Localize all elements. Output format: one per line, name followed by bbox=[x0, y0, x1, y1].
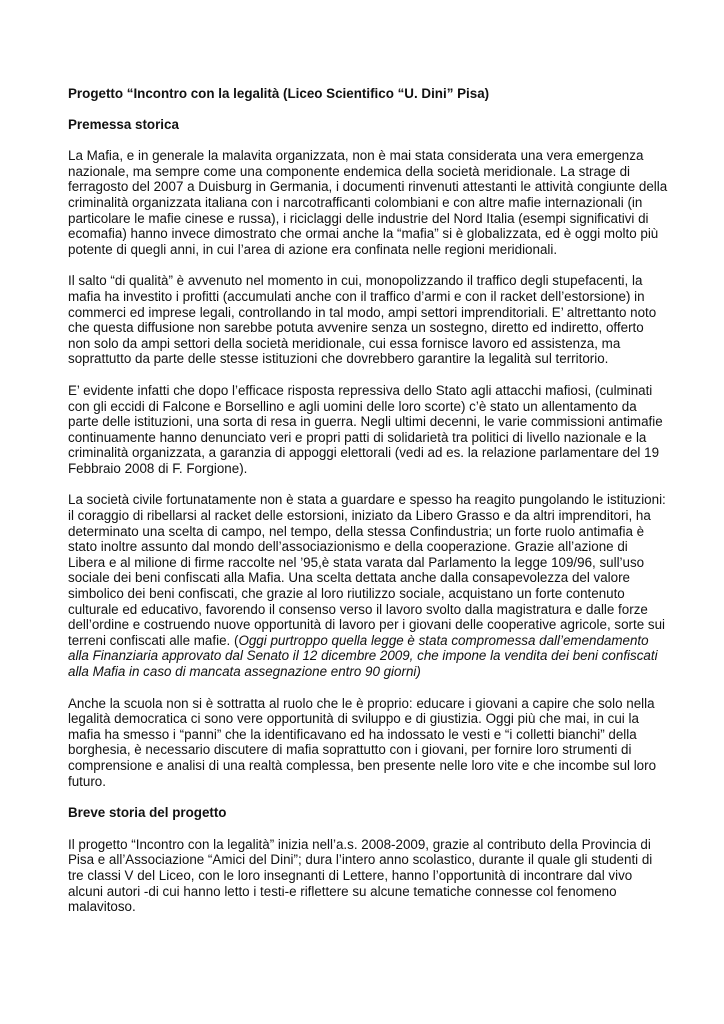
paragraph-6: Il progetto “Incontro con la legalità” inizia nell’a.s. 2008-2009, grazie al contributo della Provincia di Pisa e all’Associazione “Amici del Dini”; dura l’intero anno scolastico, durante il quale gli studenti di tre classi V del Liceo, con le loro insegnanti di Lettere, hanno l’opportunità di incontrare dal vivo alcuni autori -di cui hanno letto i testi-e riflettere su alcune tematiche connesse col fenomeno malavitoso. bbox=[68, 836, 653, 915]
paragraph-4 bbox=[68, 492, 668, 679]
paragraph-3: E’ evidente infatti che dopo l’efficace risposta repressiva dello Stato agli attacchi mafiosi, (culminati con gli eccidi di Falcone e Borsellino e agli uomini delle loro scorte) c’è stato un allentamento da parte delle istituzioni, una sorta di resa in guerra. Negli ultimi decenni, le varie commissioni antimafie continuamente hanno denunciato veri e propri patti di solidarietà tra politici di livello nazionale e la criminalità organizzata, a garanzia di appoggi elettorali (vedi ad es. la relazione parlamentare del 19 Febbraio 2008 di F. Forgione). bbox=[68, 382, 663, 476]
paragraph-2: Il salto “di qualità” è avvenuto nel momento in cui, monopolizzando il traffico degli stupefacenti, la mafia ha investito i profitti (accumulati anche con il traffico d’armi e con il racket dell’estorsione) in commerci ed imprese legali, controllando in tal modo, ampi settori imprenditoriali. E’ altrettanto noto che questa diffusione non sarebbe potuta avvenire senza un sostegno, diretto ed indiretto, offerto non solo da ampi settori della società meridionale, cui essa fornisce lavoro ed assistenza, ma soprattutto da parte delle stesse istituzioni che dovrebbero garantire la legalità sul territorio. bbox=[68, 273, 657, 367]
paragraph-1: La Mafia, e in generale la malavita organizzata, non è mai stata considerata una vera emergenza nazionale, ma sempre come una componente endemica della società meridionale. La strage di ferragosto del 2007 a Duisburg in Germania, i documenti rinvenuti attestanti le attività congiunte della criminalità organizzata italiana con i narcotrafficanti colombiani e con altre mafie internazionali (in particolare le mafie cinese e russa), i riciclaggi delle industrie del Nord Italia (esempi significativi di ecomafia) hanno invece dimostrato che ormai anche la “mafia” si è globalizzata, ed è oggi molto più potente di quegli anni, in cui l’area di azione era confinata nelle regioni meridionali. bbox=[68, 148, 668, 257]
paragraph-4-text: La società civile fortunatamente non è stata a guardare e spesso ha reagito pungolando le istituzioni: il coraggio di ribellarsi al racket delle estorsioni, iniziato da Libero Grasso e da altri imprenditori, ha determinato una scelta di campo, nel tempo, della stessa Confindustria; un forte ruolo antimafia è stato inoltre assunto dal mondo dell’associazionismo e della cooperazione. Grazie all’azione di Libera e al milione di firme raccolte nel ’95,è stata varata dal Parlamento la legge 109/96, sull’uso sociale dei beni confiscati alla Mafia. Una scelta dettata anche dalla consapevolezza del valore simbolico dei beni confiscati, che grazie al loro riutilizzo sociale, acquistano un forte contenuto culturale ed educativo, favorendo il consenso verso il lavoro svolto dalla magistratura e dalle forze dell’ordine e costruendo nuove opportunità di lavoro per i giovani delle cooperative agricole, sorte sui terreni confiscati alle mafie. ( bbox=[68, 492, 666, 648]
section-heading-breve-storia: Breve storia del progetto bbox=[68, 805, 227, 821]
document-page bbox=[68, 86, 668, 931]
paragraph-5: Anche la scuola non si è sottratta al ruolo che le è proprio: educare i giovani a capire che solo nella legalità democratica ci sono vere opportunità di sviluppo e di giustizia. Oggi più che mai, in cui la mafia ha smesso i “panni” che la identificavano ed ha indossato le vesti e “i colletti bianchi” della borghesia, è necessario discutere di mafia soprattutto con i giovani, per fornire loro strumenti di comprensione e analisi di una realtà complessa, ben presente nelle loro vite e che incombe sul loro futuro. bbox=[68, 695, 657, 789]
document-title: Progetto “Incontro con la legalità (Liceo Scientifico “U. Dini” Pisa) bbox=[68, 86, 490, 101]
section-heading-premessa: Premessa storica bbox=[68, 116, 179, 132]
paragraph-4-italic-note: Oggi purtroppo quella legge è stata compromessa dall’emendamento alla Finanziaria approvato dal Senato il 12 dicembre 2009, che impone la vendita dei beni confiscati alla Mafia in caso di mancata assegnazione entro 90 giorni) bbox=[68, 632, 658, 679]
